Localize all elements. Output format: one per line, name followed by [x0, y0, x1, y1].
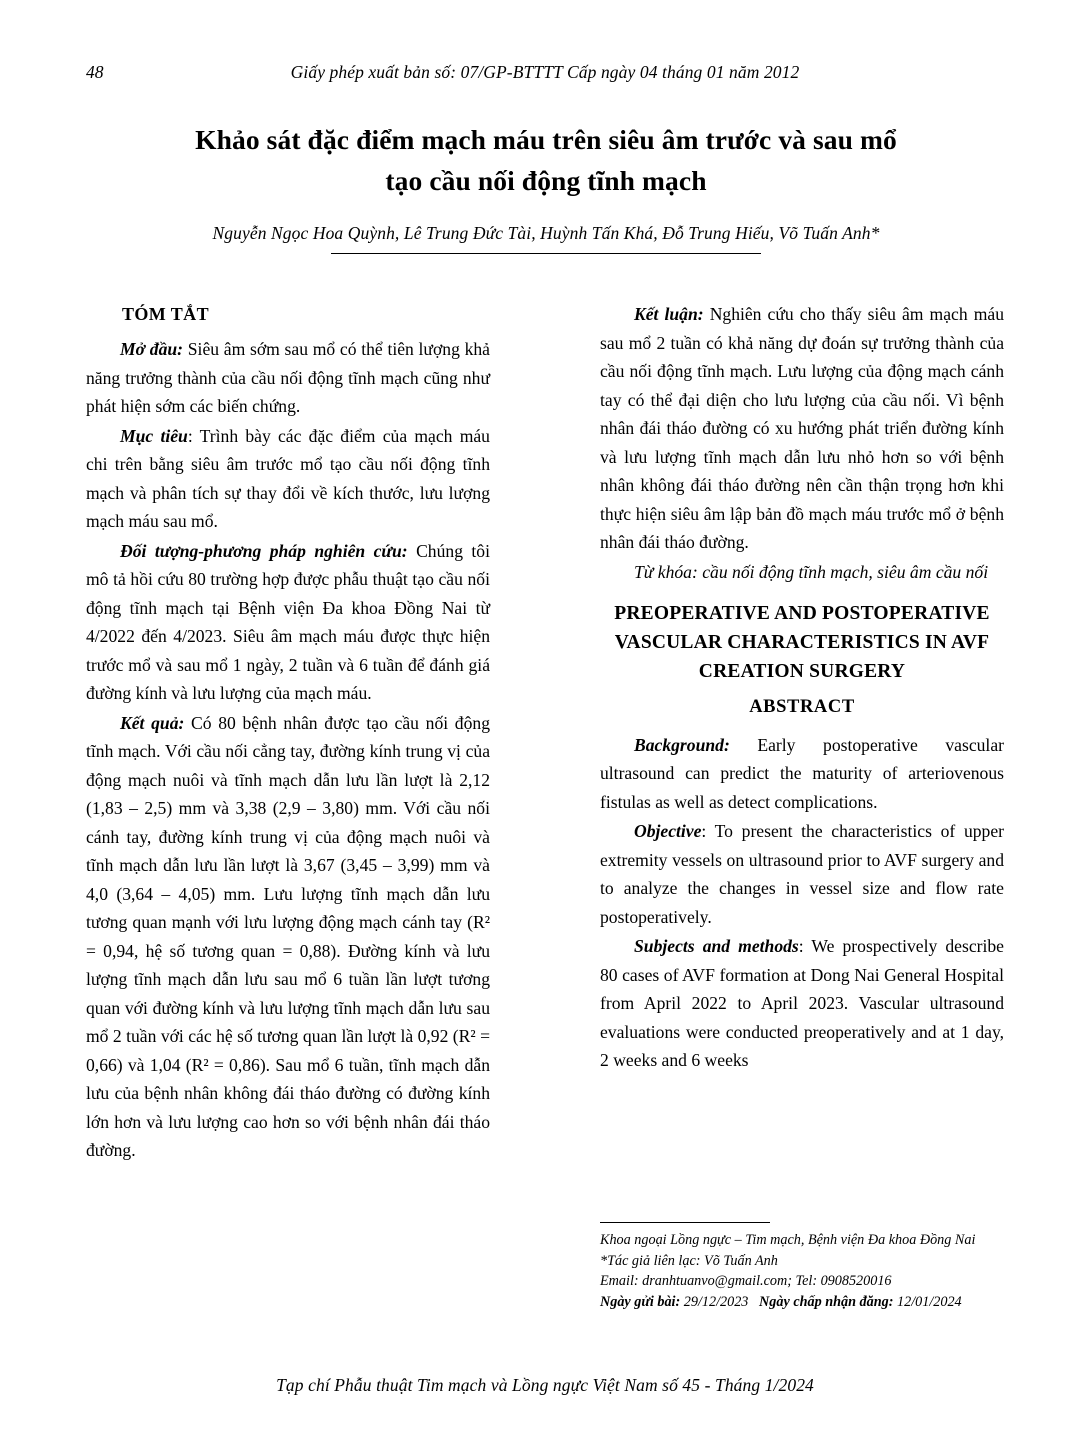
lead-muctieu: Mục tiêu: [120, 425, 188, 446]
text-muctieu: : Trình bày các đặc điểm của mạch máu chi trên bằng siêu âm trước mổ tạo cầu nối động tĩnh mạch và phân tích sự thay đổi về kích thước, lưu lượng mạch máu sau mổ.: [86, 425, 490, 532]
lead-modau: Mở đầu:: [120, 339, 184, 360]
lead-background: Background:: [634, 734, 730, 755]
author-rule: [331, 253, 761, 254]
left-column: [86, 300, 490, 1166]
footnote-rule: [600, 1222, 770, 1223]
paragraph-subjects-methods: [600, 932, 1004, 1075]
footnote-accepted-date: 12/01/2024: [897, 1293, 962, 1310]
lead-objective: Objective: [634, 821, 702, 842]
text-subjects-methods: : We prospectively describe 80 cases of AVF formation at Dong Nai General Hospital from April 2022 to April 2023. Vascular ultrasound evaluations were conducted preoperatively and at 1 day, 2 weeks and 6 weeks: [600, 936, 1004, 1071]
footnote-contact: Email: dranhtuanvo@gmail.com; Tel: 0908520016: [600, 1273, 892, 1290]
footnote-dates: [600, 1292, 1004, 1313]
page-title: [96, 120, 996, 201]
lead-tukhoa: Từ khóa:: [634, 561, 698, 582]
running-head: [86, 62, 1004, 88]
footnote-block: [600, 1222, 1004, 1312]
paragraph-objective: [600, 817, 1004, 931]
footnote-received-label: Ngày gửi bài:: [600, 1293, 681, 1310]
footnote-corresponding-author: *Tác giả liên lạc: Võ Tuấn Anh: [600, 1252, 778, 1269]
paragraph-modau: [86, 335, 490, 421]
running-head-text: Giấy phép xuất bản số: 07/GP-BTTTT Cấp ngày 04 tháng 01 năm 2012: [290, 62, 800, 82]
text-background: Early postoperative vascular ultrasound can predict the maturity of arteriovenous fistulas as well as detect complications.: [600, 734, 1004, 812]
paragraph-background: [600, 731, 1004, 817]
lead-ketqua: Kết quả:: [120, 712, 185, 733]
lead-ketluan: Kết luận:: [634, 304, 704, 324]
footnote-received-date: 29/12/2023: [683, 1293, 749, 1310]
paragraph-muctieu: [86, 422, 490, 536]
text-objective: : To present the characteristics of upper extremity vessels on ultrasound prior to AVF surgery and to analyze the changes in vessel size and flow rate postoperatively.: [600, 821, 1004, 927]
author-list: Nguyễn Ngọc Hoa Quỳnh, Lê Trung Đức Tài, Huỳnh Tấn Khá, Đỗ Trung Hiếu, Võ Tuấn Anh*: [212, 223, 880, 244]
page-number: 48: [86, 62, 104, 82]
article-title-line-1: Khảo sát đặc điểm mạch máu trên siêu âm trước và sau mổ: [195, 124, 897, 155]
text-ketqua: Có 80 bệnh nhân được tạo cầu nối động tĩnh mạch. Với cầu nối cẳng tay, đường kính trung vị của động mạch nuôi và tĩnh mạch dẫn lưu lần lượt là 2,12 (1,83 – 2,5) mm và 3,38 (2,9 – 3,80) mm. Với cầu nối cánh tay, đường kính trung vị của động mạch nuôi và tĩnh mạch dẫn lưu lần lượt là 3,67 (3,45 – 3,99) mm và 4,0 (3,64 – 4,05) mm. Lưu lượng tĩnh mạch dẫn lưu tương quan mạnh với lưu lượng động mạch cánh tay (R² = 0,94, hệ số tương quan = 0,88). Đường kính và lưu lượng tĩnh mạch dẫn lưu sau mổ 6 tuần lần lượt tương quan với đường kính và lưu lượng tĩnh mạch dẫn lưu sau mổ 2 tuần với các hệ số tương quan lần lượt là 0,92 (R² = 0,66) và 1,04 (R² = 0,86). Sau mổ 6 tuần, tĩnh mạch dẫn lưu của bệnh nhân không đái tháo đường có đường kính lớn hơn và lưu lượng cao hơn so với bệnh nhân đái tháo đường.: [86, 712, 490, 1161]
paragraph-tukhoa: [600, 558, 1004, 587]
text-ketluan: Nghiên cứu cho thấy siêu âm mạch máu sau mổ 2 tuần có khả năng dự đoán sự trưởng thành của cầu nối động tĩnh mạch. Lưu lượng của động mạch cánh tay có thể đại diện cho lưu lượng của cầu nối. Vì bệnh nhân đái tháo đường có xu hướng phát triển đường kính và lưu lượng tĩnh mạch dẫn lưu nhỏ hơn so với bệnh nhân không đái tháo đường nên cần thận trọng hơn khi thực hiện siêu âm lập bản đồ mạch máu trước mổ ở bệnh nhân đái tháo đường.: [600, 304, 1004, 552]
english-title: PREOPERATIVE AND POSTOPERATIVE VASCULAR CHARACTERISTICS IN AVF CREATION SURGERY: [614, 603, 990, 682]
abstract-heading: ABSTRACT: [749, 696, 855, 717]
section-heading-tomtat: TÓM TẮT: [122, 304, 209, 324]
text-modau: Siêu âm sớm sau mổ có thể tiên lượng khả năng trưởng thành của cầu nối động tĩnh mạch cũng như phát hiện sớm các biến chứng.: [86, 339, 490, 417]
footnote-accepted-label: Ngày chấp nhận đăng:: [759, 1293, 894, 1310]
right-column: [600, 300, 1004, 1076]
paragraph-ketluan: [600, 300, 1004, 557]
text-tukhoa: cầu nối động tĩnh mạch, siêu âm cầu nối: [697, 561, 989, 582]
paragraph-ketqua: [86, 709, 490, 1165]
footnote-affiliation: Khoa ngoại Lồng ngực – Tim mạch, Bệnh viện Đa khoa Đồng Nai: [600, 1232, 976, 1248]
lead-subjects-methods: Subjects and methods: [634, 936, 799, 957]
lead-doituong: Đối tượng-phương pháp nghiên cứu:: [120, 540, 408, 561]
body-columns: [86, 300, 1004, 1166]
title-block: [96, 120, 996, 254]
text-doituong: Chúng tôi mô tả hồi cứu 80 trường hợp được phẫu thuật tạo cầu nối động tĩnh mạch tại Bệnh viện Đa khoa Đồng Nai từ 4/2022 đến 4/2023. Siêu âm mạch máu được thực hiện trước mổ và sau mổ 1 ngày, 2 tuần và 6 tuần để đánh giá đường kính và lưu lượng của mạch máu.: [86, 540, 490, 704]
article-title-line-2: tạo cầu nối động tĩnh mạch: [385, 164, 707, 196]
paragraph-doituong: [86, 537, 490, 708]
page-footer: Tạp chí Phẫu thuật Tim mạch và Lồng ngực Việt Nam số 45 - Tháng 1/2024: [276, 1375, 814, 1395]
